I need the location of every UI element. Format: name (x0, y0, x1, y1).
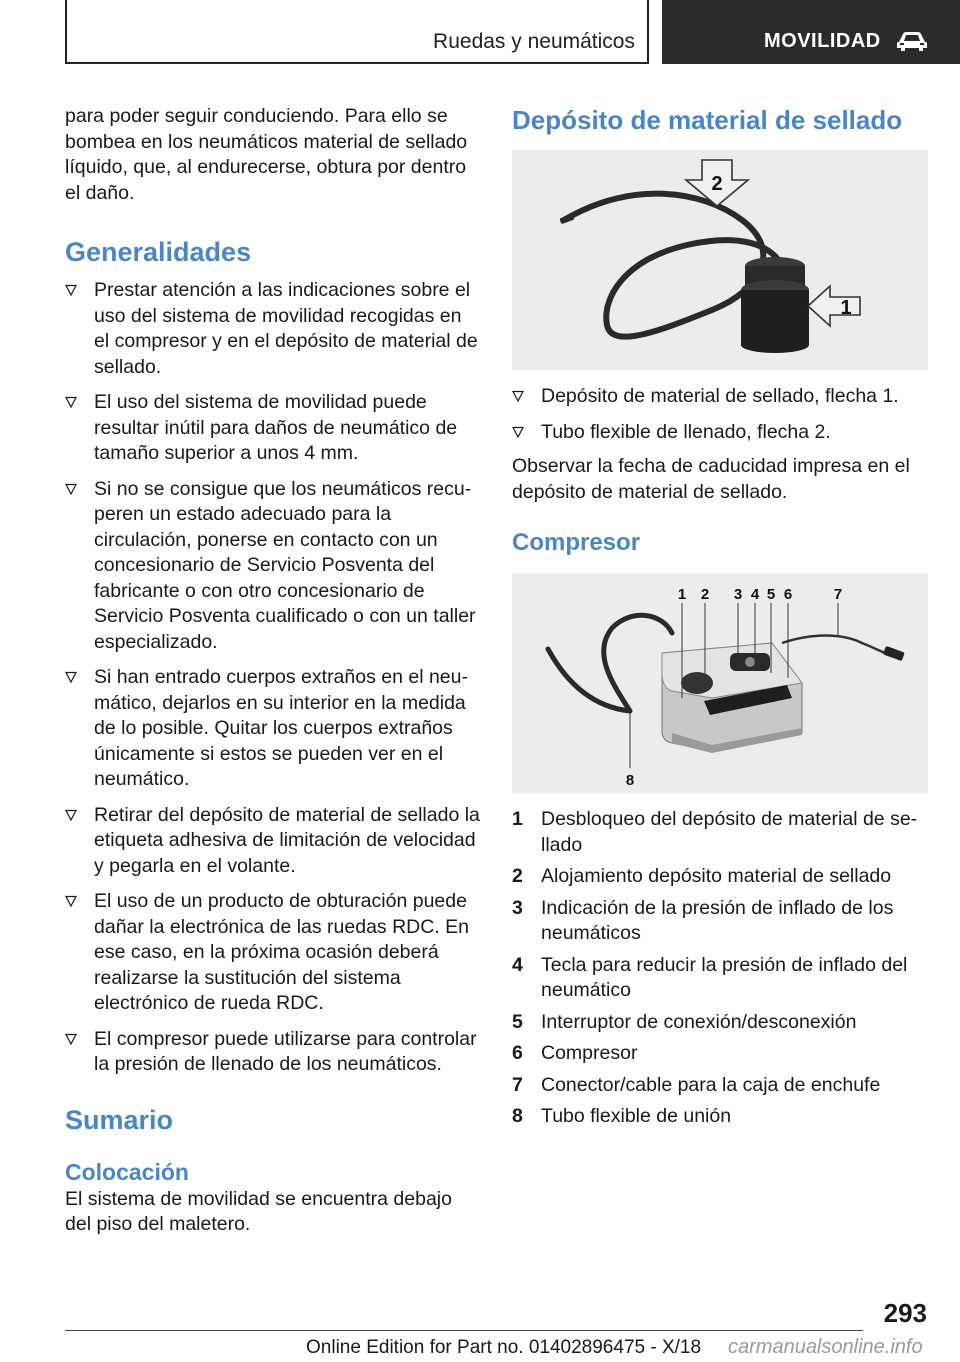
page-number: 293 (883, 1298, 927, 1328)
list-item: 2 Alojamiento depósito material de sellado (512, 865, 892, 887)
figure-callout: 1 (840, 297, 852, 319)
figure-callout: 8 (625, 772, 635, 789)
compressor-illustration (512, 573, 928, 793)
list-item: 5 Interruptor de conexión/desconexión (512, 1010, 857, 1033)
heading-deposito: Depósito de material de sellado (512, 105, 903, 135)
figure-callout: 1 (677, 586, 687, 603)
page-header (0, 0, 960, 66)
compresor-legend-list (512, 807, 928, 1130)
figure-callout: 2 (700, 586, 710, 603)
list-item: 7 Conector/cable para la caja de enchufe (512, 1073, 881, 1096)
car-icon (896, 30, 928, 52)
generalidades-list (65, 278, 480, 1078)
triangle-bullet-icon (65, 284, 77, 296)
figure-callout: 6 (783, 586, 793, 603)
triangle-bullet-icon (65, 895, 77, 907)
triangle-bullet-icon (65, 809, 77, 821)
figure-callout: 3 (733, 586, 743, 603)
footer-divider (65, 1330, 863, 1331)
list-item: Si no se consigue que los neumáticos recuperen un estado adecuado para la circulación, ponerse en contacto con un concesionario de Servicio Posventa del fabricante o con otro concesionario de Servicio Posventa cualificado o con un taller especializado. (65, 477, 480, 656)
heading-compresor: Compresor (512, 529, 641, 556)
triangle-bullet-icon (65, 671, 77, 683)
list-item: El compresor puede utilizarse para controlar la presión de llenado de los neumáticos. (65, 1027, 480, 1078)
list-item: 4 Tecla para reducir la presión de inflado del neumático (512, 953, 908, 1001)
list-item: Tubo flexible de llenado, flecha 2. (512, 420, 928, 446)
colocacion-paragraph: El sistema de movilidad se encuentra debajo del piso del maletero. (65, 1187, 452, 1235)
figure-callout: 7 (833, 586, 843, 603)
figure-callout: 5 (766, 586, 776, 603)
deposito-note: Observar la fecha de caducidad impresa en el depósito de material de sellado. (512, 455, 910, 503)
chapter-label: MOVILIDAD (764, 30, 881, 52)
triangle-bullet-icon (65, 1033, 77, 1045)
list-item: Depósito de material de sellado, flecha 1. (512, 384, 928, 410)
sealant-container-figure (512, 150, 928, 370)
list-item: El uso del sistema de movilidad puede resultar inútil para daños de neumático de tamaño superior a unos 4 mm. (65, 390, 480, 467)
compressor-figure (512, 573, 928, 793)
figure-callout: 4 (750, 586, 760, 603)
list-item: Si han entrado cuerpos extraños en el neumático, dejarlos en su interior en la medida de lo posible. Quitar los cuerpos extraños únicamente si estos se pueden ver en el neumático. (65, 665, 480, 793)
triangle-bullet-icon (512, 390, 524, 402)
deposito-list (512, 384, 928, 445)
intro-paragraph: para poder seguir conduciendo. Para ello se bombea en los neumáticos material de sellado líquido, que, al endurecerse, obtura por dentro el daño. (65, 105, 468, 204)
section-title: Ruedas y neumáticos (433, 30, 635, 53)
list-item: 1 Desbloqueo del depósito de material de sellado (512, 808, 918, 856)
list-item: 6 Compresor (512, 1042, 638, 1064)
list-item: Prestar atención a las indicaciones sobre el uso del sistema de movilidad recogidas en el compresor y en el depósito de material de sellado. (65, 278, 480, 380)
triangle-bullet-icon (512, 426, 524, 438)
edition-text: Online Edition for Part no. 01402896475 - X/18 (306, 1337, 702, 1358)
triangle-bullet-icon (65, 396, 77, 408)
triangle-bullet-icon (65, 483, 77, 495)
figure-callout: 2 (711, 173, 723, 195)
left-column (65, 104, 480, 1238)
list-item: 3 Indicación de la presión de inflado de los neumáticos (512, 896, 894, 944)
sealant-container-illustration (512, 150, 928, 370)
watermark: carmanualsonline.info (728, 1336, 923, 1358)
section-title-box (65, 0, 649, 64)
list-item: El uso de un producto de obturación puede dañar la electrónica de las ruedas RDC. En ese caso, en la próxima ocasión deberá realizarse la sustitución del sistema electrónico de rueda RDC. (65, 889, 480, 1017)
list-item: 8 Tubo flexible de unión (512, 1105, 732, 1127)
chapter-tab (662, 0, 960, 64)
list-item: Retirar del depósito de material de sellado la etiqueta adhesiva de limitación de velocidad y pegarla en el volante. (65, 803, 480, 880)
right-column (512, 104, 928, 1136)
heading-generalidades: Generalidades (65, 237, 252, 267)
heading-colocacion: Colocación (65, 1158, 189, 1185)
heading-sumario: Sumario (65, 1104, 174, 1135)
